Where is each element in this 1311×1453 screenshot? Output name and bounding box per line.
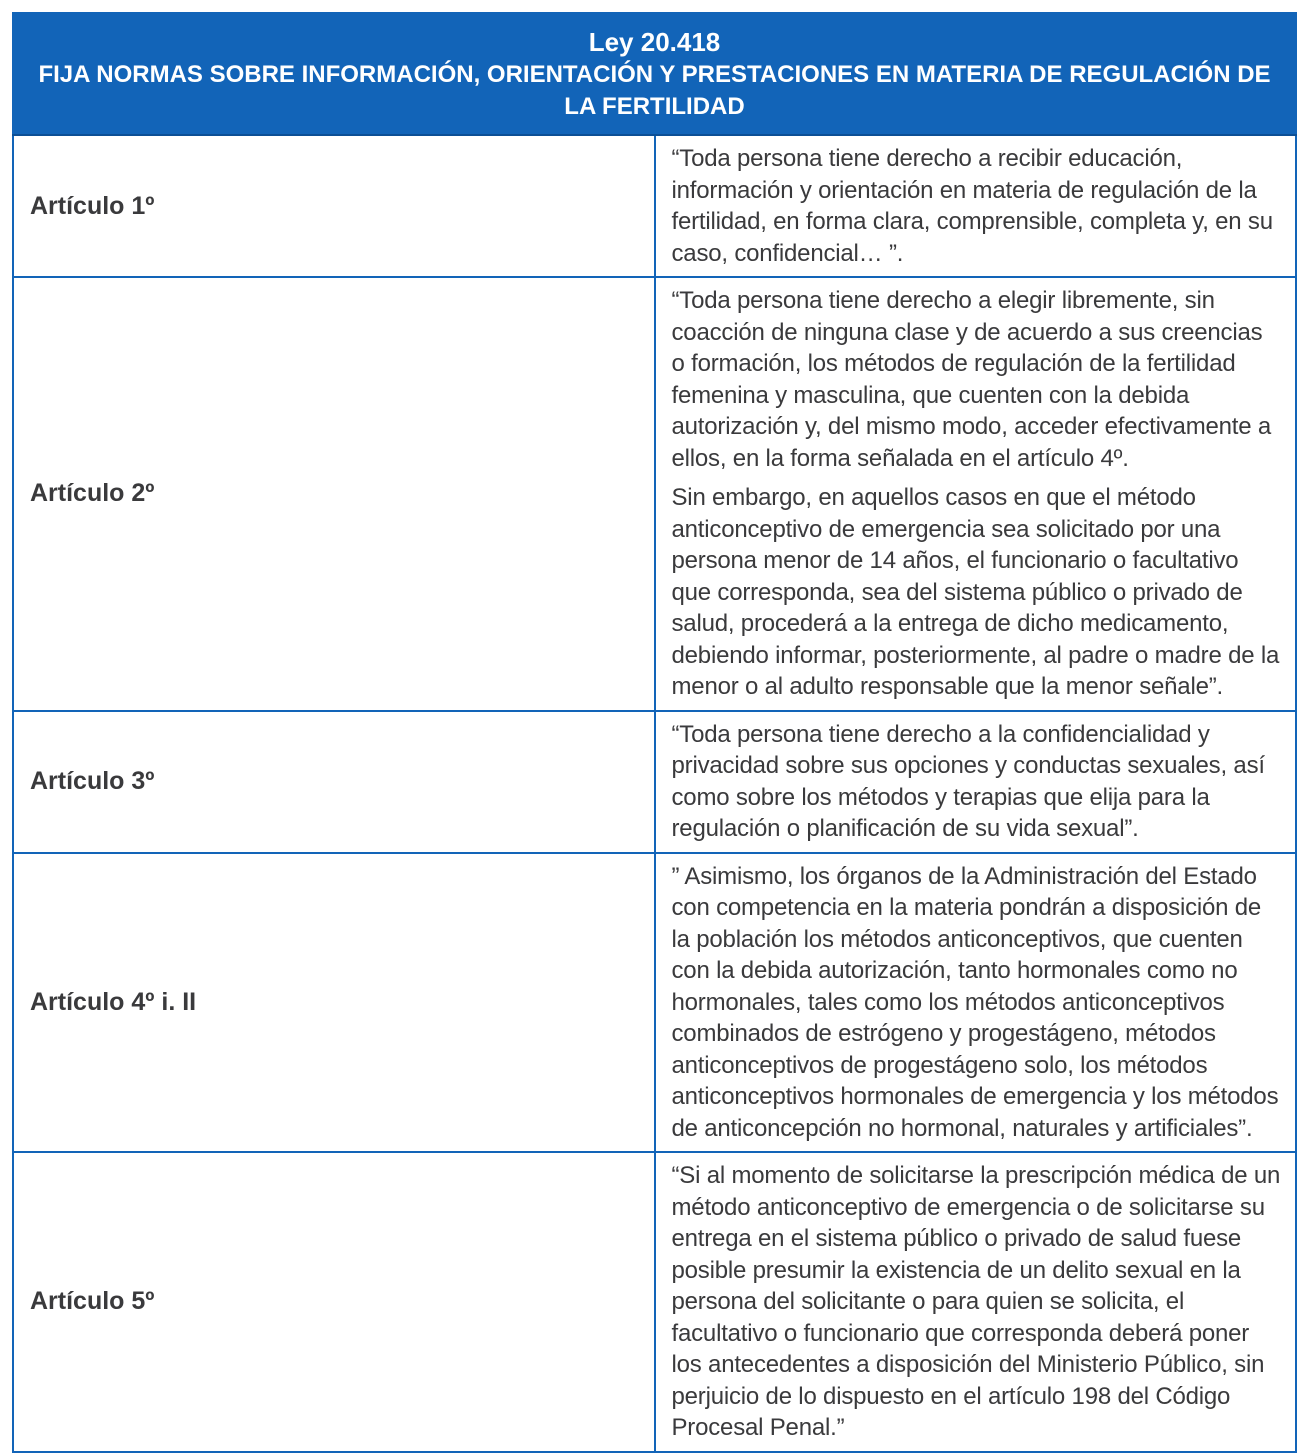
article-paragraph: “Toda persona tiene derecho a elegir libremente, sin coacción de ninguna clase y de acuerdo a sus creencias o formación, los métodos de regulación de la fertilidad femenina y masculina, que cuenten con la debida autorización y, del mismo modo, acceder efectivamente a ellos, en la forma señalada en el artículo 4º. — [671, 287, 1272, 472]
article-paragraph: ” Asimismo, los órganos de la Administración del Estado con competencia en la materia pondrán a disposición de la población los métodos anticonceptivos, que cuenten con la debida autorización, tanto hormonales como no hormonales, tales como los métodos anticonceptivos combinados de estrógeno y progestágeno, métodos anticonceptivos de progestágeno solo, los métodos anticonceptivos hormonales de emergencia y los métodos de anticoncepción no hormonal, naturales y artificiales”. — [671, 862, 1279, 1142]
article-label: Artículo 1º — [13, 135, 655, 277]
table-row — [13, 135, 1296, 277]
article-text — [655, 711, 1297, 853]
article-text — [655, 1152, 1297, 1452]
article-text — [655, 853, 1297, 1153]
table-row — [13, 1152, 1296, 1452]
article-label: Artículo 2º — [13, 277, 655, 711]
article-label: Artículo 4º i. II — [13, 853, 655, 1153]
table-row — [13, 853, 1296, 1153]
article-label: Artículo 5º — [13, 1152, 655, 1452]
article-paragraph: “Si al momento de solicitarse la prescripción médica de un método anticonceptivo de emergencia o de solicitarse su entrega en el sistema público o privado de salud fuese posible presumir la existencia de un delito sexual en la persona del solicitante o para quien se solicita, el facultativo o funcionario que corresponda deberá poner los antecedentes a disposición del Ministerio Público, sin perjuicio de lo dispuesto en el artículo 198 del Código Procesal Penal.” — [671, 1162, 1281, 1441]
table-header — [13, 13, 1296, 135]
law-title: Ley 20.418 — [588, 27, 721, 57]
article-paragraph: Sin embargo, en aquellos casos en que el método anticonceptivo de emergencia sea solicitado por una persona menor de 14 años, el funcionario o facultativo que corresponda, sea del sistema público o privado de salud, procederá a la entrega de dicho medicamento, debiendo informar, posteriormente, al padre o madre de la menor o al adulto responsable que la menor señale”. — [671, 484, 1280, 700]
article-label: Artículo 3º — [13, 711, 655, 853]
article-text — [655, 277, 1297, 711]
law-subtitle: FIJA NORMAS SOBRE INFORMACIÓN, ORIENTACIÓN Y PRESTACIONES EN MATERIA DE REGULACIÓN DE LA FERTILIDAD — [38, 61, 1271, 120]
article-paragraph: “Toda persona tiene derecho a la confidencialidad y privacidad sobre sus opciones y conductas sexuales, así como sobre los métodos y terapias que elija para la regulación o planificación de su vida sexual”. — [671, 720, 1265, 842]
table-row — [13, 277, 1296, 711]
article-text — [655, 135, 1297, 277]
table-row — [13, 711, 1296, 853]
article-paragraph: “Toda persona tiene derecho a recibir educación, información y orientación en materia de regulación de la fertilidad, en forma clara, comprensible, completa y, en su caso, confidencial… ”. — [671, 145, 1273, 267]
law-articles-table — [12, 12, 1297, 1453]
